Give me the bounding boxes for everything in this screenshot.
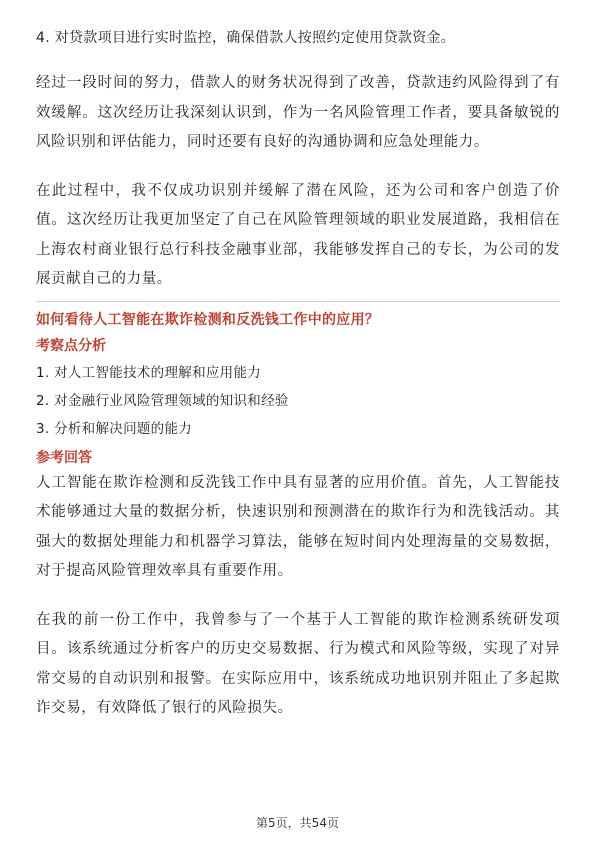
page-number: 第5页，共54页 bbox=[256, 816, 339, 830]
answer-paragraph: 人工智能在欺诈检测和反洗钱工作中具有显著的应用价值。首先，人工智能技术能够通过大量的数据分析，快速识别和预测潜在的欺诈行为和洗钱活动。其强大的数据处理能力和机器学习算法，能够在短时间内处理海量的交易数据，对于提高风险管理效率具有重要作用。 bbox=[36, 474, 560, 579]
analysis-title: 考察点分析 bbox=[36, 337, 106, 354]
analysis-item: 3. 分析和解决问题的能力 bbox=[36, 420, 193, 437]
answer-paragraph: 在我的前一份工作中，我曾参与了一个基于人工智能的欺诈检测系统研发项目。该系统通过分析客户的历史交易数据、行为模式和风险等级，实现了对异常交易的自动识别和报警。在实际应用中，该系统成功地识别并阻止了多起欺诈交易，有效降低了银行的风险损失。 bbox=[36, 611, 560, 716]
section-divider bbox=[36, 301, 560, 302]
top-list-item: 4. 对贷款项目进行实时监控，确保借款人按照约定使用贷款资金。 bbox=[36, 30, 456, 46]
document-page bbox=[36, 26, 560, 724]
analysis-list bbox=[36, 359, 560, 443]
answer-title: 参考回答 bbox=[36, 449, 92, 466]
paragraph-outcome: 经过一段时间的努力，借款人的财务状况得到了改善，贷款违约风险得到了有效缓解。这次经历让我深刻认识到，作为一名风险管理工作者，要具备敏锐的风险识别和评估能力，同时还要有良好的沟通协调和应急处理能力。 bbox=[36, 75, 560, 150]
question-heading: 如何看待人工智能在欺诈检测和反洗钱工作中的应用？ bbox=[36, 311, 380, 328]
paragraph-conclusion: 在此过程中，我不仅成功识别并缓解了潜在风险，还为公司和客户创造了价值。这次经历让我更加坚定了自己在风险管理领域的职业发展道路，我相信在上海农村商业银行总行科技金融事业部，我能够发挥自己的专长，为公司的发展贡献自己的力量。 bbox=[36, 182, 560, 287]
analysis-item: 1. 对人工智能技术的理解和应用能力 bbox=[36, 364, 262, 381]
analysis-item: 2. 对金融行业风险管理领域的知识和经验 bbox=[36, 392, 289, 409]
